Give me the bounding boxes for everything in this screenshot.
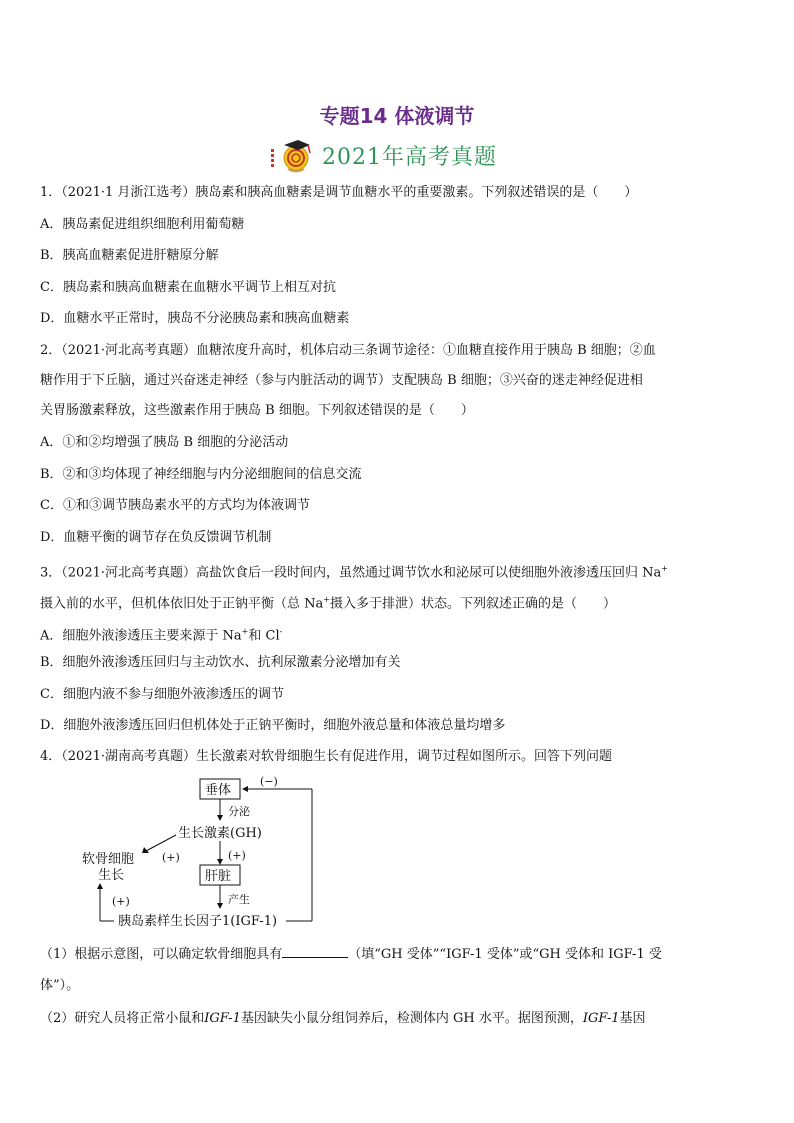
positive-effect-label: (+)	[228, 849, 246, 862]
superscript: -	[279, 627, 283, 636]
q1-option-d: D．血糖水平正常时，胰岛不分泌胰岛素和胰高血糖素	[40, 311, 350, 326]
q3-option-c: C．细胞内液不参与细胞外液渗透压的调节	[40, 687, 284, 702]
q4-stem: 4．（2021·湖南高考真题）生长激素对软骨细胞生长有促进作用，调节过程如图所示。回答下列问题	[40, 749, 612, 764]
q4-part2-text: 基因缺失小鼠分组饲养后，检测体内 GH 水平。据图预测，	[240, 1011, 583, 1026]
option-text: 和 Cl	[248, 628, 280, 644]
q1-option-b: B．胰高血糖素促进肝糖原分解	[40, 248, 219, 263]
option-text: A．细胞外液渗透压主要来源于 Na	[40, 628, 242, 644]
q4-part1-text: （填“GH 受体”“IGF-1 受体”或“GH 受体和 IGF-1 受	[348, 947, 662, 962]
mascot-logo-icon	[268, 137, 316, 175]
superscript: +	[241, 627, 249, 636]
secrete-label: 分泌	[228, 805, 250, 818]
q2-stem-line3: 关胃肠激素释放，这些激素作用于胰岛 B 细胞。下列叙述错误的是（ ）	[40, 403, 474, 418]
q3-stem-text: 摄入前的水平，但机体依旧处于正钠平衡（总 Na	[40, 596, 324, 612]
section-banner	[268, 137, 568, 177]
produce-label: 产生	[228, 893, 250, 906]
q3-option-d: D．细胞外液渗透压回归但机体处于正钠平衡时，细胞外液总量和体液总量均增多	[40, 718, 506, 733]
q3-stem-line2	[40, 591, 760, 613]
regulation-diagram	[78, 775, 338, 935]
q2-stem-line2: 糖作用于下丘脑，通过兴奋迷走神经（参与内脏活动的调节）支配胰岛 B 细胞；③兴奋的迷走神经促进相	[40, 373, 643, 388]
cartilage-label-line1: 软骨细胞	[82, 852, 135, 867]
section-subtitle: 2021年高考真题	[322, 145, 497, 170]
superscript: +	[661, 564, 668, 573]
q2-stem-line1: 2．（2021·河北高考真题）血糖浓度升高时，机体启动三条调节途径：①血糖直接作用于胰岛 B 细胞；②血	[40, 343, 656, 358]
gh-label: 生长激素(GH)	[178, 826, 262, 841]
pituitary-label: 垂体	[205, 783, 232, 798]
q3-stem-text: 3．（2021·河北高考真题）高盐饮食后一段时间内，虽然通过调节饮水和泌尿可以使细胞外液渗透压回归 Na	[40, 565, 662, 581]
q2-option-c: C．①和③调节胰岛素水平的方式均为体液调节	[40, 498, 310, 513]
q2-option-b: B．②和③均体现了神经细胞与内分泌细胞间的信息交流	[40, 467, 362, 482]
q4-part2-text: 基因	[619, 1011, 646, 1026]
q4-part2-line1	[40, 1010, 760, 1028]
igf-label: 胰岛素样生长因子1(IGF-1)	[118, 914, 278, 929]
q1-option-a: A．胰岛素促进组织细胞利用葡萄糖	[40, 217, 245, 232]
cartilage-label-line2: 生长	[98, 868, 125, 883]
q3-stem-text: 摄入多于排泄）状态。下列叙述正确的是（ ）	[329, 596, 616, 612]
q1-option-c: C．胰岛素和胰高血糖素在血糖水平调节上相互对抗	[40, 280, 336, 295]
q2-option-a: A．①和②均增强了胰岛 B 细胞的分泌活动	[40, 435, 289, 450]
gene-name: IGF-1	[204, 1011, 241, 1026]
q4-part1-line1	[40, 945, 760, 964]
page-title: 专题14 体液调节	[319, 104, 475, 128]
superscript: +	[323, 595, 330, 604]
q1-stem: 1．（2021·1 月浙江选考）胰岛素和胰高血糖素是调节血糖水平的重要激素。下列叙述错误的是（ ）	[40, 185, 638, 200]
positive-effect-label: (+)	[112, 895, 130, 908]
negative-feedback-label: (−)	[260, 775, 278, 788]
positive-effect-label: (+)	[162, 851, 180, 864]
q2-option-d: D．血糖平衡的调节存在负反馈调节机制	[40, 530, 272, 545]
q3-option-b: B．细胞外液渗透压回归与主动饮水、抗利尿激素分泌增加有关	[40, 655, 401, 670]
q3-option-a	[40, 623, 760, 645]
q4-part2-text: （2）研究人员将正常小鼠和	[40, 1011, 205, 1026]
gene-name: IGF-1	[582, 1011, 620, 1026]
liver-label: 肝脏	[205, 869, 232, 884]
q4-part1-line2: 体”）。	[40, 978, 80, 993]
q3-stem-line1	[40, 560, 760, 582]
answer-blank[interactable]	[282, 945, 348, 958]
q4-part1-text: （1）根据示意图，可以确定软骨细胞具有	[40, 947, 283, 962]
